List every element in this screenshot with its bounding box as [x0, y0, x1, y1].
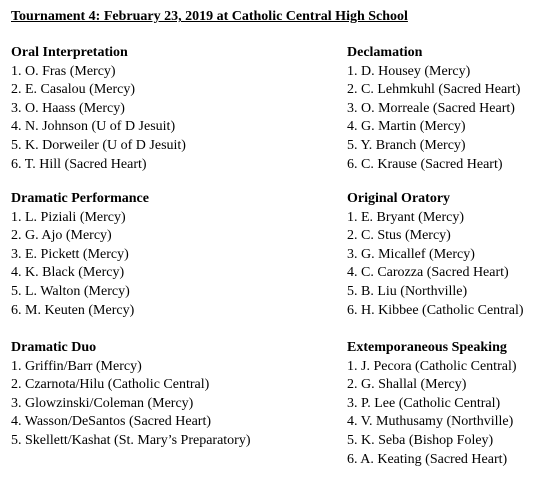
section-heading: Dramatic Performance [11, 191, 149, 206]
result-entry: 2. Czarnota/Hilu (Catholic Central) [11, 377, 210, 393]
result-entry: 3. E. Pickett (Mercy) [11, 246, 129, 262]
result-entry: 2. C. Stus (Mercy) [347, 228, 451, 244]
section-extemporaneous-speaking [347, 339, 517, 469]
section-heading: Extemporaneous Speaking [347, 340, 507, 355]
result-entry: 3. Glowzinski/Coleman (Mercy) [11, 395, 194, 411]
results-list [347, 63, 520, 175]
result-entry: 2. E. Casalou (Mercy) [11, 82, 136, 98]
result-entry: 3. O. Haass (Mercy) [11, 100, 125, 116]
result-entry: 1. L. Piziali (Mercy) [11, 209, 126, 225]
result-entry: 6. H. Kibbee (Catholic Central) [347, 302, 524, 318]
result-entry: 1. D. Housey (Mercy) [347, 63, 471, 79]
result-entry: 6. T. Hill (Sacred Heart) [11, 156, 147, 172]
result-entry: 1. E. Bryant (Mercy) [347, 209, 465, 225]
result-entry: 6. M. Keuten (Mercy) [11, 302, 135, 318]
result-entry: 3. G. Micallef (Mercy) [347, 246, 475, 262]
result-entry: 5. Y. Branch (Mercy) [347, 137, 466, 153]
section-heading: Original Oratory [347, 191, 451, 206]
result-entry: 4. V. Muthusamy (Northville) [347, 414, 514, 430]
result-entry: 4. K. Black (Mercy) [11, 265, 125, 281]
results-list [11, 209, 149, 321]
result-entry: 5. B. Liu (Northville) [347, 283, 468, 299]
page-title: Tournament 4: February 23, 2019 at Catholic Central High School [11, 9, 408, 24]
result-entry: 1. O. Fras (Mercy) [11, 63, 116, 79]
result-entry: 6. C. Krause (Sacred Heart) [347, 156, 503, 172]
section-dramatic-duo [11, 339, 251, 451]
results-list [347, 358, 517, 470]
result-entry: 2. C. Lehmkuhl (Sacred Heart) [347, 82, 521, 98]
section-heading: Oral Interpretation [11, 45, 128, 60]
result-entry: 5. K. Dorweiler (U of D Jesuit) [11, 137, 186, 153]
section-dramatic-performance [11, 190, 149, 320]
result-entry: 3. P. Lee (Catholic Central) [347, 395, 501, 411]
section-heading: Declamation [347, 45, 423, 60]
result-entry: 5. L. Walton (Mercy) [11, 283, 130, 299]
section-heading: Dramatic Duo [11, 340, 97, 355]
result-entry: 4. C. Carozza (Sacred Heart) [347, 265, 509, 281]
result-entry: 2. G. Ajo (Mercy) [11, 228, 112, 244]
result-entry: 4. Wasson/DeSantos (Sacred Heart) [11, 414, 212, 430]
results-list [11, 63, 186, 175]
section-oral-interpretation [11, 44, 186, 174]
result-entry: 3. O. Morreale (Sacred Heart) [347, 100, 515, 116]
result-entry: 1. Griffin/Barr (Mercy) [11, 358, 142, 374]
results-list [347, 209, 524, 321]
result-entry: 6. A. Keating (Sacred Heart) [347, 451, 508, 467]
results-list [11, 358, 251, 451]
result-entry: 4. N. Johnson (U of D Jesuit) [11, 119, 176, 135]
section-original-oratory [347, 190, 524, 320]
result-entry: 4. G. Martin (Mercy) [347, 119, 466, 135]
result-entry: 5. Skellett/Kashat (St. Mary’s Preparatory) [11, 432, 251, 448]
section-declamation [347, 44, 520, 174]
result-entry: 1. J. Pecora (Catholic Central) [347, 358, 517, 374]
result-entry: 5. K. Seba (Bishop Foley) [347, 432, 494, 448]
result-entry: 2. G. Shallal (Mercy) [347, 377, 467, 393]
